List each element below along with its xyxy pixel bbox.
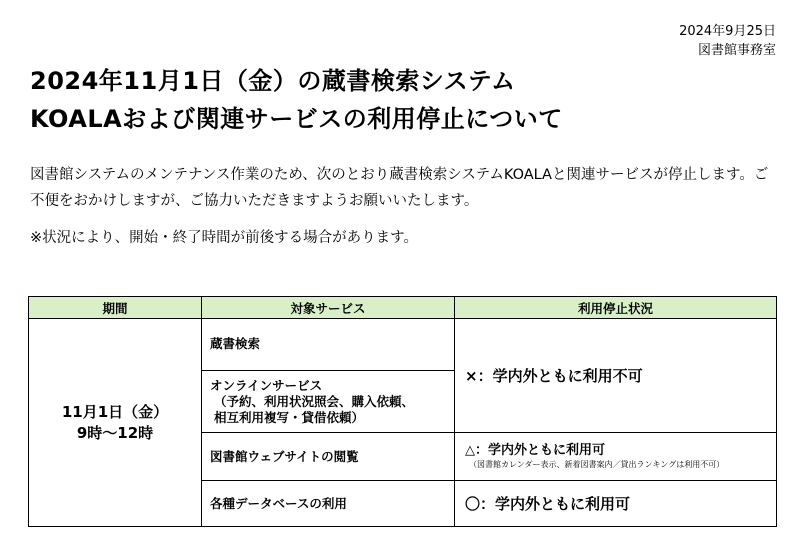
issuer: 図書館事務室 — [697, 43, 776, 58]
service-online — [202, 371, 455, 433]
title-line-2: KOALAおよび関連サービスの利用停止について — [30, 105, 563, 133]
period-time: 9時～12時 — [76, 423, 154, 442]
page-title — [30, 62, 563, 138]
table-row — [29, 319, 777, 371]
document-meta — [679, 22, 776, 60]
intro-text: 図書館システムのメンテナンス作業のため、次のとおり蔵書検索システムKOALAと関連サービスが停止します。ご不便をおかけしますが、ご協力いただきますようお願いいたします。 — [30, 167, 769, 209]
service-online-detail-2: 相互利用複写・貸借依頼） — [214, 409, 365, 425]
issue-date: 2024年9月25日 — [679, 24, 776, 39]
period-cell — [29, 319, 202, 527]
service-catalog-search: 蔵書検索 — [202, 319, 455, 371]
status-text: △：学内外ともに利用可 — [465, 443, 605, 458]
service-online-label: オンラインサービス — [210, 377, 323, 393]
service-databases: 各種データベースの利用 — [202, 481, 455, 527]
table-header-row — [29, 297, 777, 319]
status-text: ×：学内外ともに利用不可 — [465, 367, 643, 385]
status-text: 〇：学内外ともに利用可 — [465, 495, 631, 513]
period-date: 11月1日（金） — [61, 402, 169, 421]
title-line-1: 2024年11月1日（金）の蔵書検索システム — [30, 67, 516, 95]
header-service: 対象サービス — [202, 297, 455, 319]
status-available — [455, 481, 777, 527]
status-unavailable — [455, 319, 777, 433]
service-outage-table — [28, 296, 777, 527]
status-note: （図書館カレンダー表示、新着図書案内／貸出ランキングは利用不可） — [469, 460, 725, 469]
status-partial — [455, 433, 777, 481]
header-status: 利用停止状況 — [455, 297, 777, 319]
service-online-detail-1: （予約、利用状況照会、購入依頼、 — [214, 393, 415, 409]
service-website: 図書館ウェブサイトの閲覧 — [202, 433, 455, 481]
header-period: 期間 — [29, 297, 202, 319]
notice-text: ※状況により、開始・終了時間が前後する場合があります。 — [30, 230, 418, 246]
